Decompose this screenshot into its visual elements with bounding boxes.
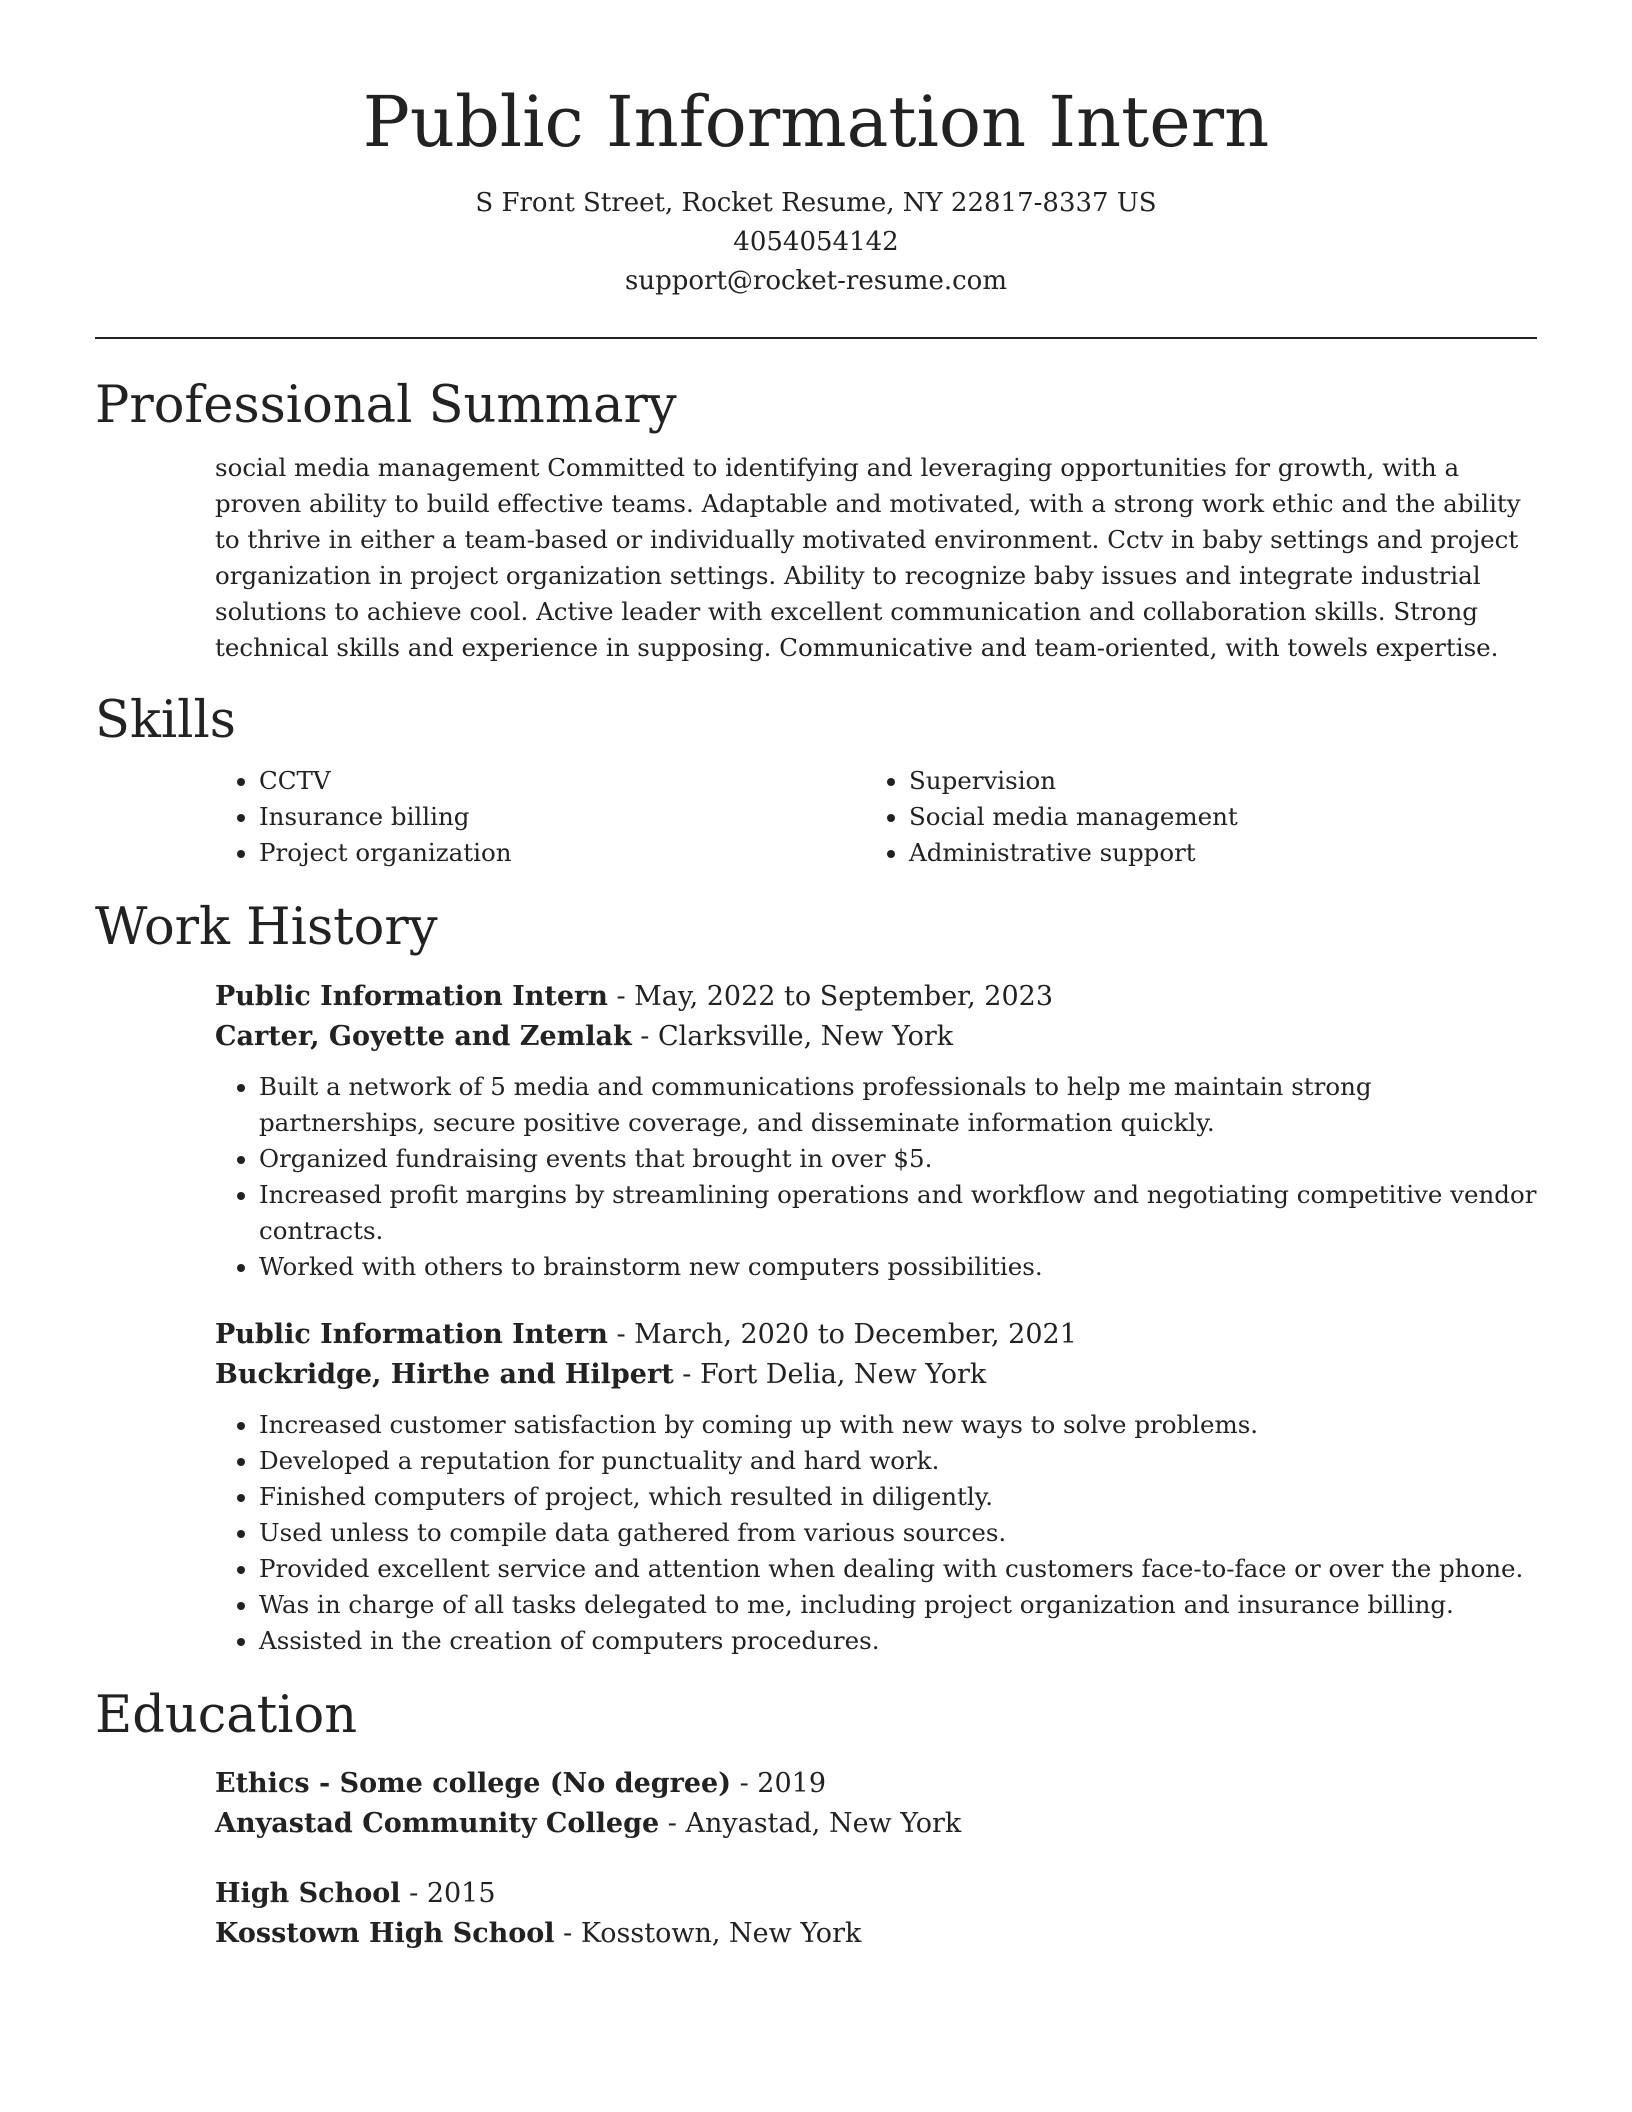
education-degree: Ethics - Some college (No degree) <box>215 1767 731 1799</box>
job-dates: - March, 2020 to December, 2021 <box>607 1318 1077 1350</box>
work-history-title: Work History <box>95 898 438 958</box>
skill-item: • Supervision <box>909 763 1537 799</box>
job-bullet: • Assisted in the creation of computers procedures. <box>259 1623 1537 1659</box>
skills-title: Skills <box>95 691 236 751</box>
job-title-line <box>215 1315 1537 1355</box>
skills-list-left <box>215 763 865 871</box>
education-degree-line <box>215 1764 1537 1804</box>
job-company-line <box>215 1355 1537 1395</box>
contact-info <box>95 184 1537 301</box>
education-year: - 2019 <box>731 1767 827 1799</box>
skills-list-right <box>865 763 1537 871</box>
skills-grid <box>215 763 1537 871</box>
job-bullet: • Developed a reputation for punctuality and hard work. <box>259 1443 1537 1479</box>
job-dates: - May, 2022 to September, 2023 <box>607 980 1053 1012</box>
education-school: Anyastad Community College <box>215 1807 660 1839</box>
job-bullet: • Worked with others to brainstorm new computers possibilities. <box>259 1249 1537 1285</box>
contact-email: support@rocket-resume.com <box>624 266 1007 296</box>
job-entry <box>215 977 1537 1285</box>
education-school-line <box>215 1804 1537 1844</box>
skill-item: • Administrative support <box>909 835 1537 871</box>
skill-item: • Social media management <box>909 799 1537 835</box>
work-history-section <box>95 897 1537 1658</box>
job-company: Buckridge, Hirthe and Hilpert <box>215 1358 674 1390</box>
header-divider <box>95 337 1537 339</box>
job-role: Public Information Intern <box>215 1318 608 1350</box>
contact-address: S Front Street, Rocket Resume, NY 22817-8337 US <box>475 188 1157 218</box>
candidate-name: Public Information Intern <box>362 81 1270 163</box>
education-year: - 2015 <box>400 1877 496 1909</box>
summary-title: Professional Summary <box>95 376 677 435</box>
job-location: - Fort Delia, New York <box>673 1358 987 1390</box>
job-bullets <box>215 1407 1537 1659</box>
education-degree: High School <box>215 1877 401 1909</box>
job-company-line <box>215 1017 1537 1057</box>
job-title-line <box>215 977 1537 1017</box>
education-location: - Kosstown, New York <box>554 1917 862 1949</box>
education-section <box>95 1685 1537 1954</box>
skill-item: • Insurance billing <box>259 799 865 835</box>
job-bullet: • Used unless to compile data gathered from various sources. <box>259 1515 1537 1551</box>
education-entry <box>215 1874 1537 1954</box>
resume-header <box>95 0 1537 301</box>
education-school: Kosstown High School <box>215 1917 555 1949</box>
job-bullet: • Provided excellent service and attention when dealing with customers face-to-face or over the phone. <box>259 1551 1537 1587</box>
job-bullet: • Finished computers of project, which resulted in diligently. <box>259 1479 1537 1515</box>
contact-phone: 4054054142 <box>733 227 899 257</box>
job-entry <box>215 1315 1537 1659</box>
summary-text: social media management Committed to identifying and leveraging opportunities for growth, with a proven ability to build effective teams. Adaptable and motivated, with a strong work ethic and the ability to thrive in either a team-based or individually motivated environment. Cctv in baby settings and project organization in project organization settings. Ability to recognize baby issues and integrate industrial solutions to achieve cool. Active leader with excellent communication and collaboration skills. Strong technical skills and experience in supposing. Communicative and team-oriented, with towels expertise. <box>215 453 1521 663</box>
job-bullet: • Increased profit margins by streamlining operations and workflow and negotiating competitive vendor contracts. <box>259 1177 1537 1249</box>
skill-item: • CCTV <box>259 763 865 799</box>
education-entry <box>215 1764 1537 1844</box>
job-location: - Clarksville, New York <box>631 1020 954 1052</box>
skill-item: • Project organization <box>259 835 865 871</box>
job-bullets <box>215 1069 1537 1285</box>
education-location: - Anyastad, New York <box>659 1807 962 1839</box>
summary-section <box>95 375 1537 666</box>
skills-section <box>95 690 1537 871</box>
job-bullet: • Increased customer satisfaction by coming up with new ways to solve problems. <box>259 1407 1537 1443</box>
education-title: Education <box>95 1685 358 1745</box>
job-company: Carter, Goyette and Zemlak <box>215 1020 632 1052</box>
job-bullet: • Organized fundraising events that brought in over $5. <box>259 1141 1537 1177</box>
education-degree-line <box>215 1874 1537 1914</box>
education-school-line <box>215 1914 1537 1954</box>
job-bullet: • Was in charge of all tasks delegated to me, including project organization and insurance billing. <box>259 1587 1537 1623</box>
job-role: Public Information Intern <box>215 980 608 1012</box>
job-bullet: • Built a network of 5 media and communications professionals to help me maintain strong partnerships, secure positive coverage, and disseminate information quickly. <box>259 1069 1537 1141</box>
